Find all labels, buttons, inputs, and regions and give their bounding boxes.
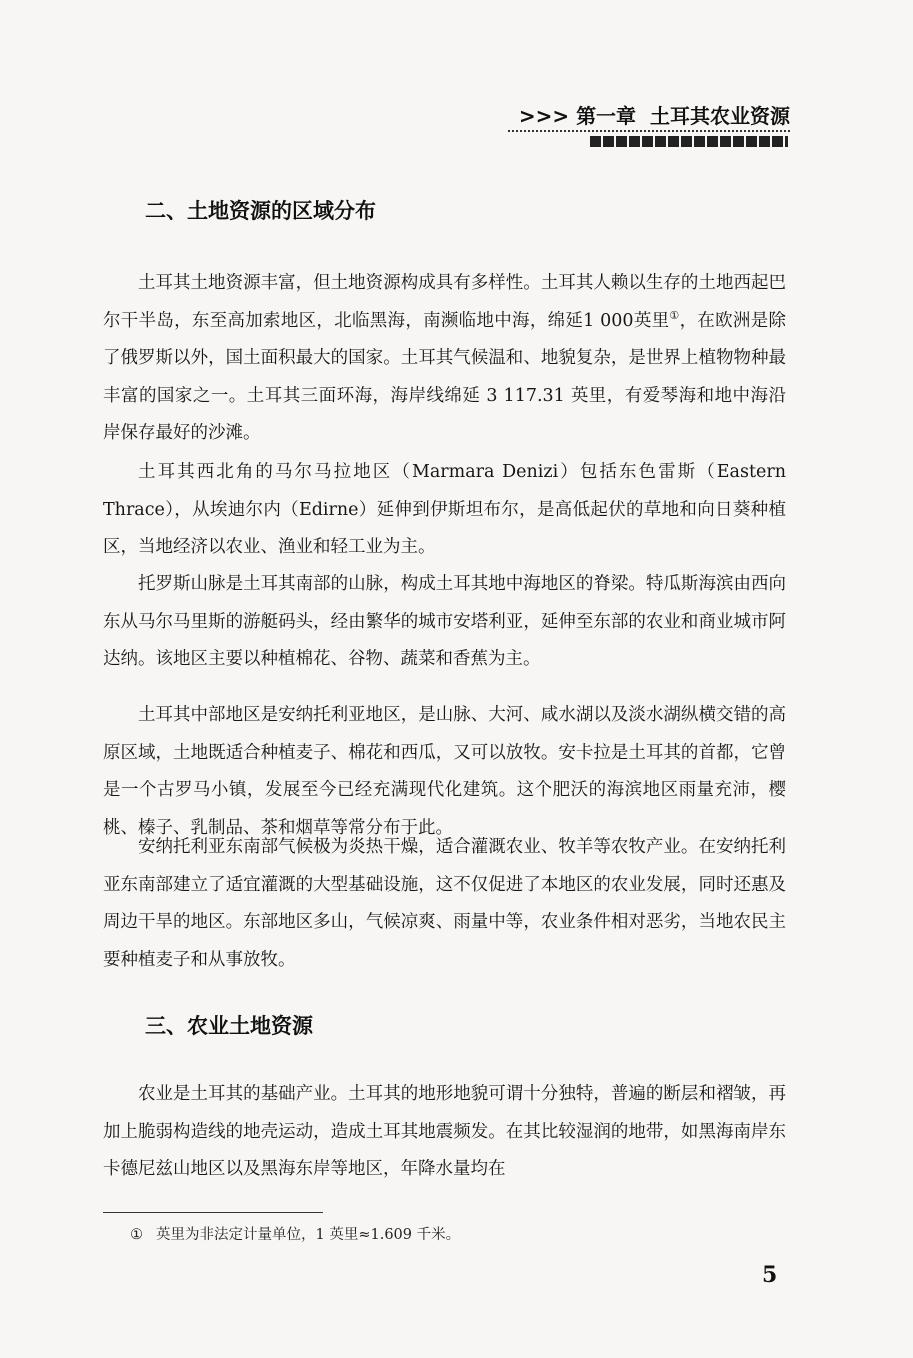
footnote-ref: ① (669, 308, 680, 322)
footnote (130, 1224, 780, 1246)
paragraph-agriculture: 农业是土耳其的基础产业。土耳其的地形地貌可谓十分独特，普遍的断层和褶皱，再加上脆弱构造线的地壳运动，造成土耳其地震频发。在其比较湿润的地带，如黑海南岸东卡德尼兹山地区以及黑海东岸等地区，年降水量均在 (103, 1084, 786, 1180)
section-heading-land-distribution: 二、土地资源的区域分布 (145, 199, 376, 223)
paragraph-text: ，在欧洲是除了俄罗斯以外，国土面积最大的国家。土耳其气候温和、地貌复杂，是世界上植物物种最丰富的国家之一。土耳其三面环海，海岸线绵延 3 117.31 英里，有爱琴海和地中海沿岸保存最好的沙滩。 (103, 310, 786, 444)
header-block-bar (590, 136, 788, 147)
paragraph-land-overview (103, 265, 786, 453)
header-dotted-rule (508, 130, 790, 132)
paragraph-marmara: 土耳其西北角的马尔马拉地区（Marmara Denizi）包括东色雷斯（Eastern Thrace），从埃迪尔内（Edirne）延伸到伊斯坦布尔，是高低起伏的草地和向日葵种植区，当地经济以农业、渔业和轻工业为主。 (103, 462, 786, 558)
footnote-rule (103, 1212, 323, 1213)
paragraph-central-anatolia: 土耳其中部地区是安纳托利亚地区，是山脉、大河、咸水湖以及淡水湖纵横交错的高原区域，土地既适合种植麦子、棉花和西瓜，又可以放牧。安卡拉是土耳其的首都，它曾是一个古罗马小镇，发展至今已经充满现代化建筑。这个肥沃的海滨地区雨量充沛，樱桃、榛子、乳制品、茶和烟草等常分布于此。 (103, 705, 786, 838)
paragraph-text: 土耳其土地资源丰富，但土地资源构成具有多样性。土耳其人赖以生存的土地西起巴尔干半岛，东至高加索地区，北临黑海，南濒临地中海，绵延1 000英里 (103, 273, 786, 331)
page-number: 5 (762, 1262, 778, 1288)
paragraph-southeast-anatolia: 安纳托利亚东南部气候极为炎热干燥，适合灌溉农业、牧羊等农牧产业。在安纳托利亚东南部建立了适宜灌溉的大型基础设施，这不仅促进了本地区的农业发展，同时还惠及周边干旱的地区。东部地区多山，气候凉爽、雨量中等，农业条件相对恶劣，当地农民主要种植麦子和从事放牧。 (103, 837, 786, 970)
header-text (519, 100, 790, 129)
paragraph-taurus: 托罗斯山脉是土耳其南部的山脉，构成土耳其地中海地区的脊梁。特瓜斯海滨由西向东从马尔马里斯的游艇码头，经由繁华的城市安塔利亚，延伸至东部的农业和商业城市阿达纳。该地区主要以种植棉花、谷物、蔬菜和香蕉为主。 (103, 574, 786, 670)
footnote-mark: ① (130, 1227, 143, 1243)
header-title: 土耳其农业资源 (650, 104, 790, 128)
header-chevrons: >>> (518, 104, 570, 128)
header-chapter: 第一章 (576, 104, 637, 128)
running-header (500, 98, 790, 158)
footnote-text: 英里为非法定计量单位，1 英里≈1.609 千米。 (156, 1227, 461, 1243)
section-heading-agricultural-land: 三、农业土地资源 (145, 1014, 313, 1038)
